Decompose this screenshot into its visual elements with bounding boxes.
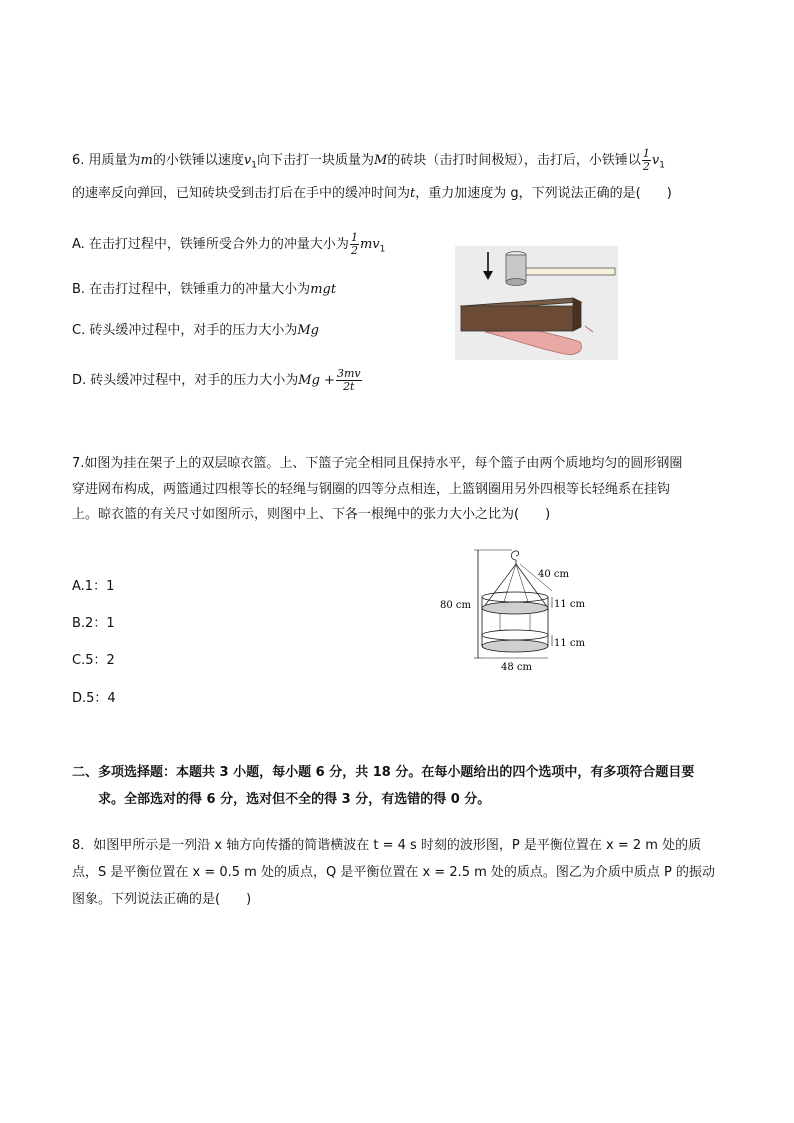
q6-option-c: C. 砖头缓冲过程中，对手的压力大小为Mg xyxy=(72,323,319,338)
q8-stem-line2: 点，S 是平衡位置在 x = 0.5 m 处的质点，Q 是平衡位置在 x = 2.5 m 处的质点。图乙为介质中质点 P 的振动 xyxy=(72,865,716,880)
lower-11-label: 11 cm xyxy=(554,638,585,649)
q7-option-b: B.2：1 xyxy=(72,616,115,631)
q6-option-a: A. 在击打过程中，铁锤所受合外力的冲量大小为 $\frac{1}{2}$ $mv_1$ xyxy=(72,231,386,257)
section2-heading-line2: 求。全部选对的得 6 分，选对但不全的得 3 分，有选错的得 0 分。 xyxy=(98,792,491,807)
q6-option-b: B. 在击打过程中，铁锤重力的冲量大小为mgt xyxy=(72,282,337,297)
half-fraction: $\frac{1}{2}$ xyxy=(642,147,650,173)
q7-stem-line2: 穿进网布构成，两篮通过四根等长的轻绳与钢圈的四等分点相连，上篮钢圈用另外四根等长轻绳系在挂钩 xyxy=(72,482,671,497)
rope-40-label: 40 cm xyxy=(538,569,569,580)
hammer-brick-figure xyxy=(455,246,618,360)
q7-stem-line1: 7.如图为挂在架子上的双层晾衣篮。上、下篮子完全相同且保持水平，每个篮子由两个质地均匀的圆形钢圈 xyxy=(72,456,683,471)
basket-figure xyxy=(440,546,590,674)
q6-stem-line1: 6. 用质量为m的小铁锤以速度$v_1$向下击打一块质量为M的砖块（击打时间极短），击打后，小铁锤以 $\frac{1}{2}$ $v_1$ xyxy=(72,147,665,173)
diameter-48-label: 48 cm xyxy=(501,662,532,673)
q8-stem-line1: 8．如图甲所示是一列沿 x 轴方向传播的简谐横波在 t = 4 s 时刻的波形图，P 是平衡位置在 x = 2 m 处的质 xyxy=(72,838,702,853)
height-80-label: 80 cm xyxy=(440,600,471,611)
q6-option-d: D. 砖头缓冲过程中，对手的压力大小为Mg + $\frac{3mv}{2t}$ xyxy=(72,367,361,393)
q8-stem-line3: 图象。下列说法正确的是( ) xyxy=(72,892,252,907)
upper-11-label: 11 cm xyxy=(554,599,585,610)
q6-stem-line2: 的速率反向弹回，已知砖块受到击打后在手中的缓冲时间为t，重力加速度为 g，下列说法正确的是( ) xyxy=(72,186,672,201)
q7-stem-line3: 上。晾衣篮的有关尺寸如图所示，则图中上、下各一根绳中的张力大小之比为( ) xyxy=(72,507,551,522)
q7-option-d: D.5：4 xyxy=(72,691,116,706)
q7-option-c: C.5：2 xyxy=(72,653,115,668)
q7-option-a: A.1：1 xyxy=(72,579,115,594)
section2-heading-line1: 二、多项选择题：本题共 3 小题，每小题 6 分，共 18 分。在每小题给出的四个选项中，有多项符合题目要 xyxy=(72,765,695,780)
